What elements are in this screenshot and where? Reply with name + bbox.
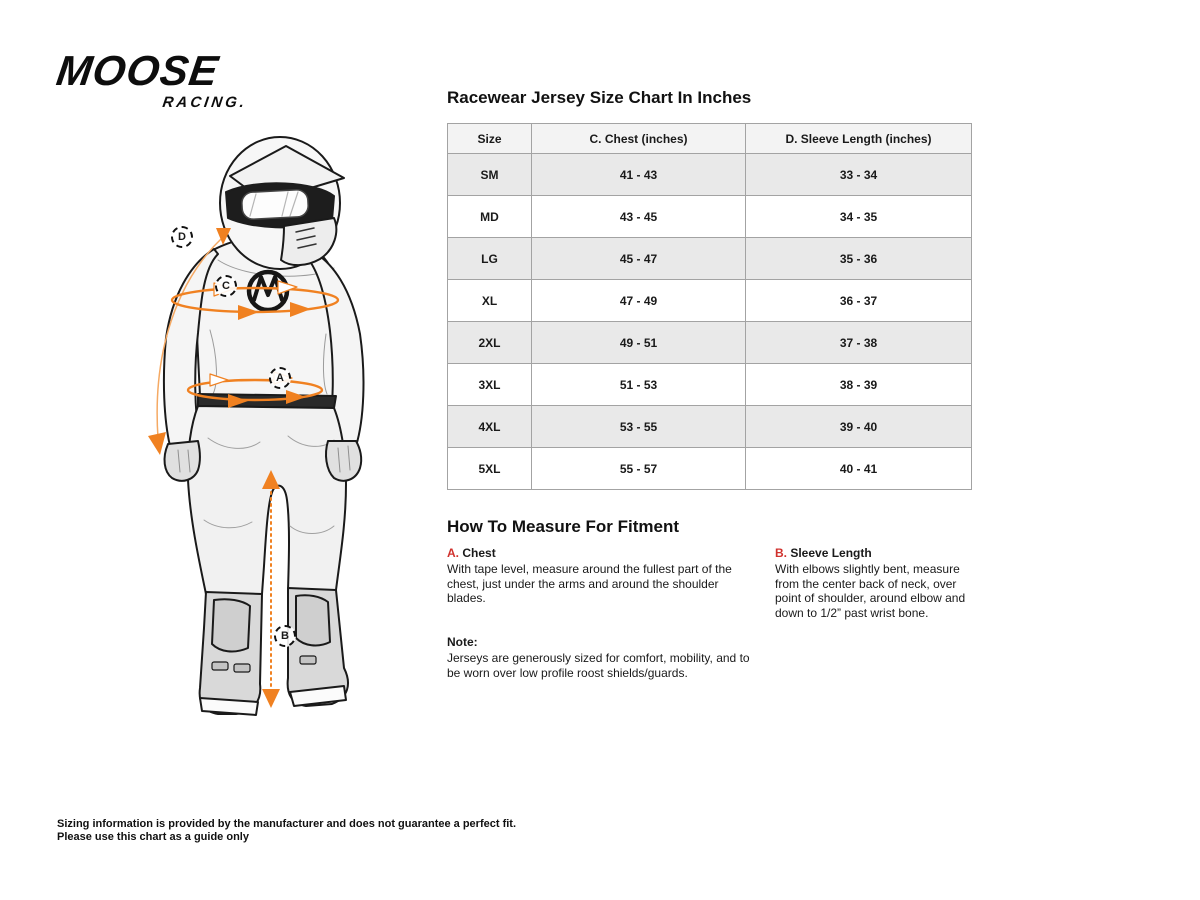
note-text: Jerseys are generously sized for comfort, mobility, and to be worn over low profile roost shields/guards. [447, 650, 750, 680]
rider-pants [188, 406, 346, 594]
size-cell: 4XL [448, 406, 532, 448]
size-cell: 5XL [448, 448, 532, 490]
measure-item-sleeve [775, 546, 971, 680]
rider-illustration [138, 128, 423, 740]
sleeve-cell: 36 - 37 [746, 280, 972, 322]
size-chart-table [447, 123, 972, 490]
sleeve-cell: 35 - 36 [746, 238, 972, 280]
sleeve-cell: 37 - 38 [746, 322, 972, 364]
sleeve-cell: 39 - 40 [746, 406, 972, 448]
disclaimer [57, 818, 516, 845]
disclaimer-line-1: Sizing information is provided by the manufacturer and does not guarantee a perfect fit. [57, 818, 517, 830]
measure-text-sleeve: With elbows slightly bent, measure from the center back of neck, over point of shoulder, around elbow and down to 1/2” past wrist bone. [775, 562, 966, 620]
marker-b: B [274, 625, 296, 647]
measure-text-chest: With tape level, measure around the fullest part of the chest, just under the arms and around the shoulder blades. [447, 562, 732, 606]
size-cell: XL [448, 280, 532, 322]
chest-cell: 49 - 51 [532, 322, 746, 364]
table-row [448, 364, 972, 406]
measure-item-chest [447, 546, 752, 680]
rider-helmet-icon [220, 137, 344, 269]
measure-name-sleeve: Sleeve Length [790, 546, 872, 560]
table-row [448, 280, 972, 322]
size-cell: LG [448, 238, 532, 280]
sleeve-cell: 38 - 39 [746, 364, 972, 406]
measure-letter-a: A. [447, 546, 459, 560]
size-chart-title: Racewear Jersey Size Chart In Inches [447, 88, 752, 107]
column-header-size: Size [448, 124, 532, 154]
column-header-sleeve: D. Sleeve Length (inches) [746, 124, 972, 154]
content-column [447, 88, 971, 680]
table-row [448, 196, 972, 238]
logo-moose-text: MOOSE [53, 47, 222, 94]
measure-letter-b: B. [775, 546, 787, 560]
size-cell: 3XL [448, 364, 532, 406]
table-row [448, 154, 972, 196]
chest-cell: 55 - 57 [532, 448, 746, 490]
marker-a: A [269, 367, 291, 389]
measure-label-chest [447, 546, 752, 561]
note-block [447, 635, 752, 680]
marker-d: D [171, 226, 193, 248]
size-cell: MD [448, 196, 532, 238]
measure-label-sleeve [775, 546, 971, 561]
sleeve-cell: 33 - 34 [746, 154, 972, 196]
note-label: Note: [447, 634, 478, 649]
table-row [448, 238, 972, 280]
chest-cell: 53 - 55 [532, 406, 746, 448]
column-header-chest: C. Chest (inches) [532, 124, 746, 154]
disclaimer-line-2: Please use this chart as a guide only [57, 831, 249, 844]
table-header-row [448, 124, 972, 154]
how-to-measure-columns [447, 546, 971, 680]
chest-cell: 51 - 53 [532, 364, 746, 406]
chest-cell: 47 - 49 [532, 280, 746, 322]
rider-figure [138, 128, 423, 740]
chest-cell: 45 - 47 [532, 238, 746, 280]
chest-cell: 41 - 43 [532, 154, 746, 196]
table-row [448, 448, 972, 490]
size-cell: 2XL [448, 322, 532, 364]
sleeve-cell: 34 - 35 [746, 196, 972, 238]
table-row [448, 322, 972, 364]
marker-c: C [215, 275, 237, 297]
table-row [448, 406, 972, 448]
sleeve-cell: 40 - 41 [746, 448, 972, 490]
measure-name-chest: Chest [462, 546, 496, 560]
size-cell: SM [448, 154, 532, 196]
how-to-measure-heading: How To Measure For Fitment [447, 517, 680, 536]
moose-racing-logo [53, 47, 249, 111]
logo-racing-text: RACING. [161, 94, 249, 111]
chest-cell: 43 - 45 [532, 196, 746, 238]
